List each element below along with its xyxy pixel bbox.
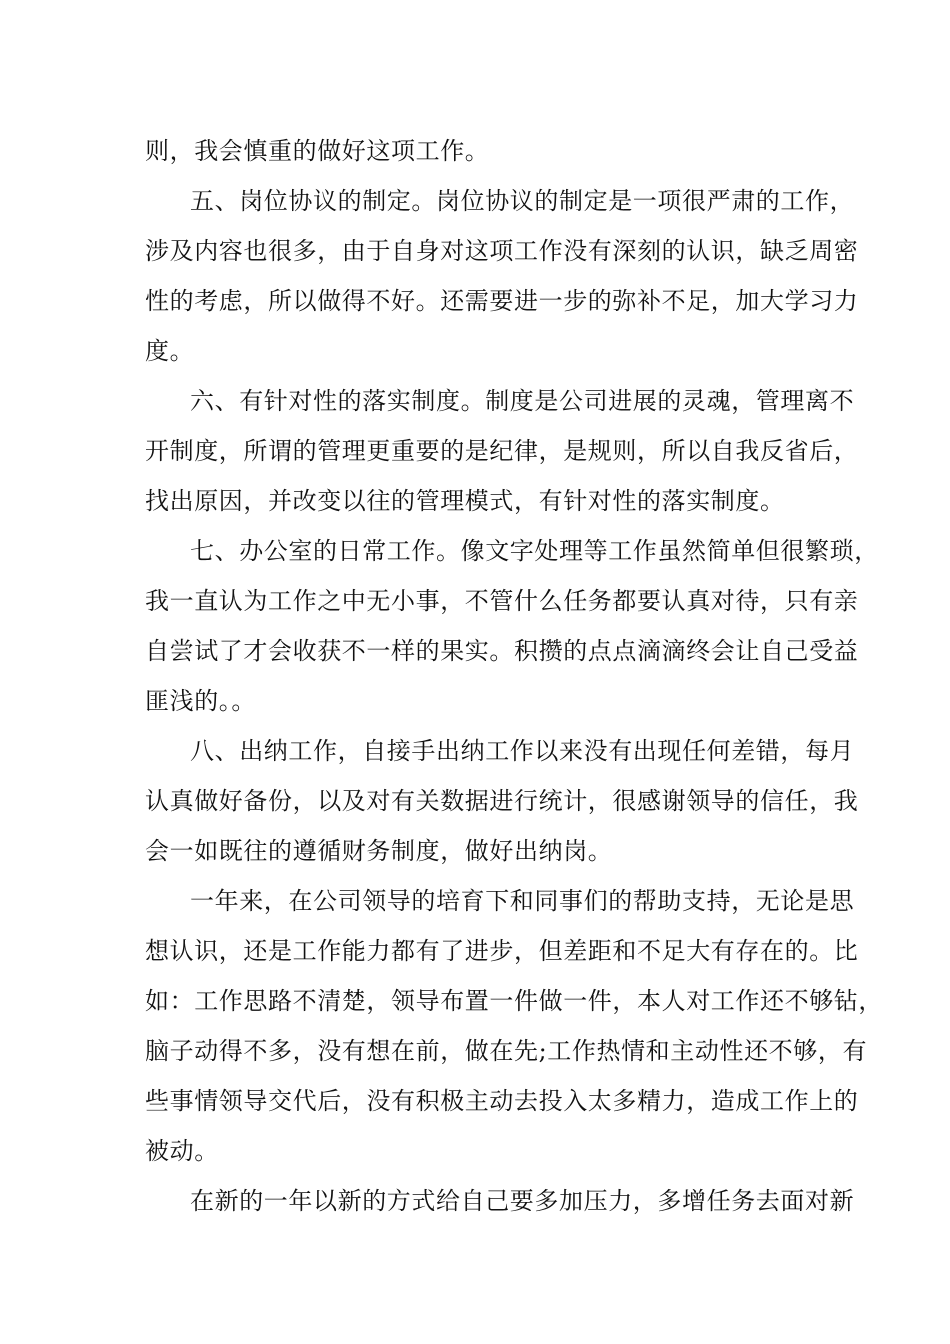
paragraph-start-line: 六、有针对性的落实制度。制度是公司进展的灵魂，管理离不 xyxy=(190,387,855,415)
text-line: 匪浅的。。 xyxy=(145,687,256,715)
text-line: 涉及内容也很多，由于自身对这项工作没有深刻的认识，缺乏周密 xyxy=(145,237,859,265)
text-line: 些事情领导交代后，没有积极主动去投入太多精力，造成工作上的 xyxy=(145,1087,859,1115)
text-line: 我一直认为工作之中无小事，不管什么任务都要认真对待，只有亲 xyxy=(145,587,859,615)
text-line: 认真做好备份，以及对有关数据进行统计，很感谢领导的信任，我 xyxy=(145,787,859,815)
text-line: 如：工作思路不清楚，领导布置一件做一件，本人对工作还不够钻， xyxy=(145,987,883,1015)
paragraph-start-line: 八、出纳工作，自接手出纳工作以来没有出现任何差错，每月 xyxy=(190,737,855,765)
text-line: 性的考虑，所以做得不好。还需要进一步的弥补不足，加大学习力 xyxy=(145,287,859,315)
text-line: 则，我会慎重的做好这项工作。 xyxy=(145,137,490,165)
text-line: 会一如既往的遵循财务制度，做好出纳岗。 xyxy=(145,837,613,865)
paragraph-start-line: 一年来，在公司领导的培育下和同事们的帮助支持，无论是思 xyxy=(190,887,855,915)
text-line: 开制度，所谓的管理更重要的是纪律，是规则，所以自我反省后， xyxy=(145,437,859,465)
paragraph-start-line: 五、岗位协议的制定。岗位协议的制定是一项很严肃的工作， xyxy=(190,187,855,215)
paragraph-start-line: 在新的一年以新的方式给自己要多加压力，多增任务去面对新 xyxy=(190,1187,855,1215)
text-line: 找出原因，并改变以往的管理模式，有针对性的落实制度。 xyxy=(145,487,785,515)
text-line: 度。 xyxy=(145,337,195,365)
text-line: 自尝试了才会收获不一样的果实。积攒的点点滴滴终会让自己受益 xyxy=(145,637,859,665)
paragraph-start-line: 七、办公室的日常工作。像文字处理等工作虽然简单但很繁琐， xyxy=(190,537,879,565)
text-line: 脑子动得不多，没有想在前，做在先;工作热情和主动性还不够，有 xyxy=(145,1037,868,1065)
text-line: 想认识，还是工作能力都有了进步，但差距和不足大有存在的。比 xyxy=(145,937,859,965)
text-line: 被动。 xyxy=(145,1137,219,1165)
